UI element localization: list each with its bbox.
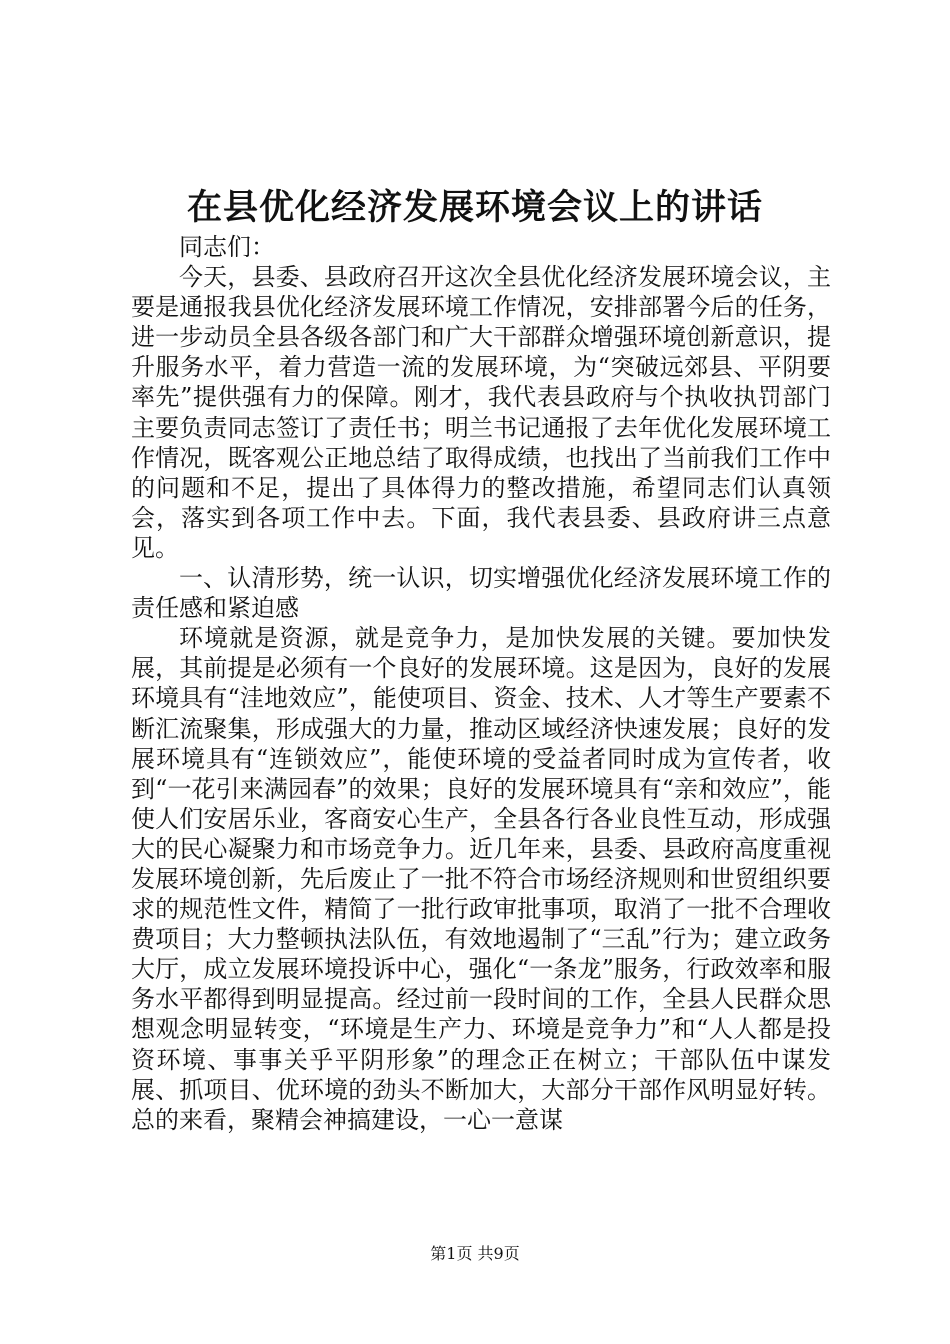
salutation-paragraph: 同志们： xyxy=(179,233,275,261)
section-heading: 一、认清形势，统一认识，切实增强优化经济发展环境工作的责任感和紧迫感 xyxy=(131,564,831,623)
page-number: 第1页 共9页 xyxy=(430,1244,520,1263)
document-body xyxy=(131,232,831,1135)
document-title: 在县优化经济发展环境会议上的讲话 xyxy=(186,187,763,228)
body-paragraph: 环境就是资源，就是竞争力，是加快发展的关键。要加快发展，其前提是必须有一个良好的发展环境。这是因为，良好的发展环境具有“洼地效应”，能使项目、资金、技术、人才等生产要素不断汇流聚集，形成强大的力量，推动区域经济快速发展；良好的发展环境具有“连锁效应”，能使环境的受益者同时成为宣传者，收到“一花引来满园春”的效果；良好的发展环境具有“亲和效应”，能使人们安居乐业，客商安心生产，全县各行各业良性互动，形成强大的民心凝聚力和市场竞争力。近几年来，县委、县政府高度重视发展环境创新，先后废止了一批不符合市场经济规则和世贸组织要求的规范性文件，精简了一批行政审批事项，取消了一批不合理收费项目；大力整顿执法队伍，有效地遏制了“三乱”行为；建立政务大厅，成立发展环境投诉中心，强化“一条龙”服务，行政效率和服务水平都得到明显提高。经过前一段时间的工作，全县人民群众思想观念明显转变，“环境是生产力、环境是竞争力”和“人人都是投资环境、事事关乎平阴形象”的理念正在树立；干部队伍中谋发展、抓项目、优环境的劲头不断加大，大部分干部作风明显好转。总的来看，聚精会神搞建设，一心一意谋 xyxy=(131,624,831,1134)
intro-paragraph: 今天，县委、县政府召开这次全县优化经济发展环境会议，主要是通报我县优化经济发展环境工作情况，安排部署今后的任务，进一步动员全县各级各部门和广大干部群众增强环境创新意识，提升服务水平，着力营造一流的发展环境，为“突破远郊县、平阴要率先”提供强有力的保障。刚才，我代表县政府与个执收执罚部门主要负责同志签订了责任书；明兰书记通报了去年优化发展环境工作情况，既客观公正地总结了取得成绩，也找出了当前我们工作中的问题和不足，提出了具体得力的整改措施，希望同志们认真领会，落实到各项工作中去。下面，我代表县委、县政府讲三点意见。 xyxy=(131,263,831,562)
